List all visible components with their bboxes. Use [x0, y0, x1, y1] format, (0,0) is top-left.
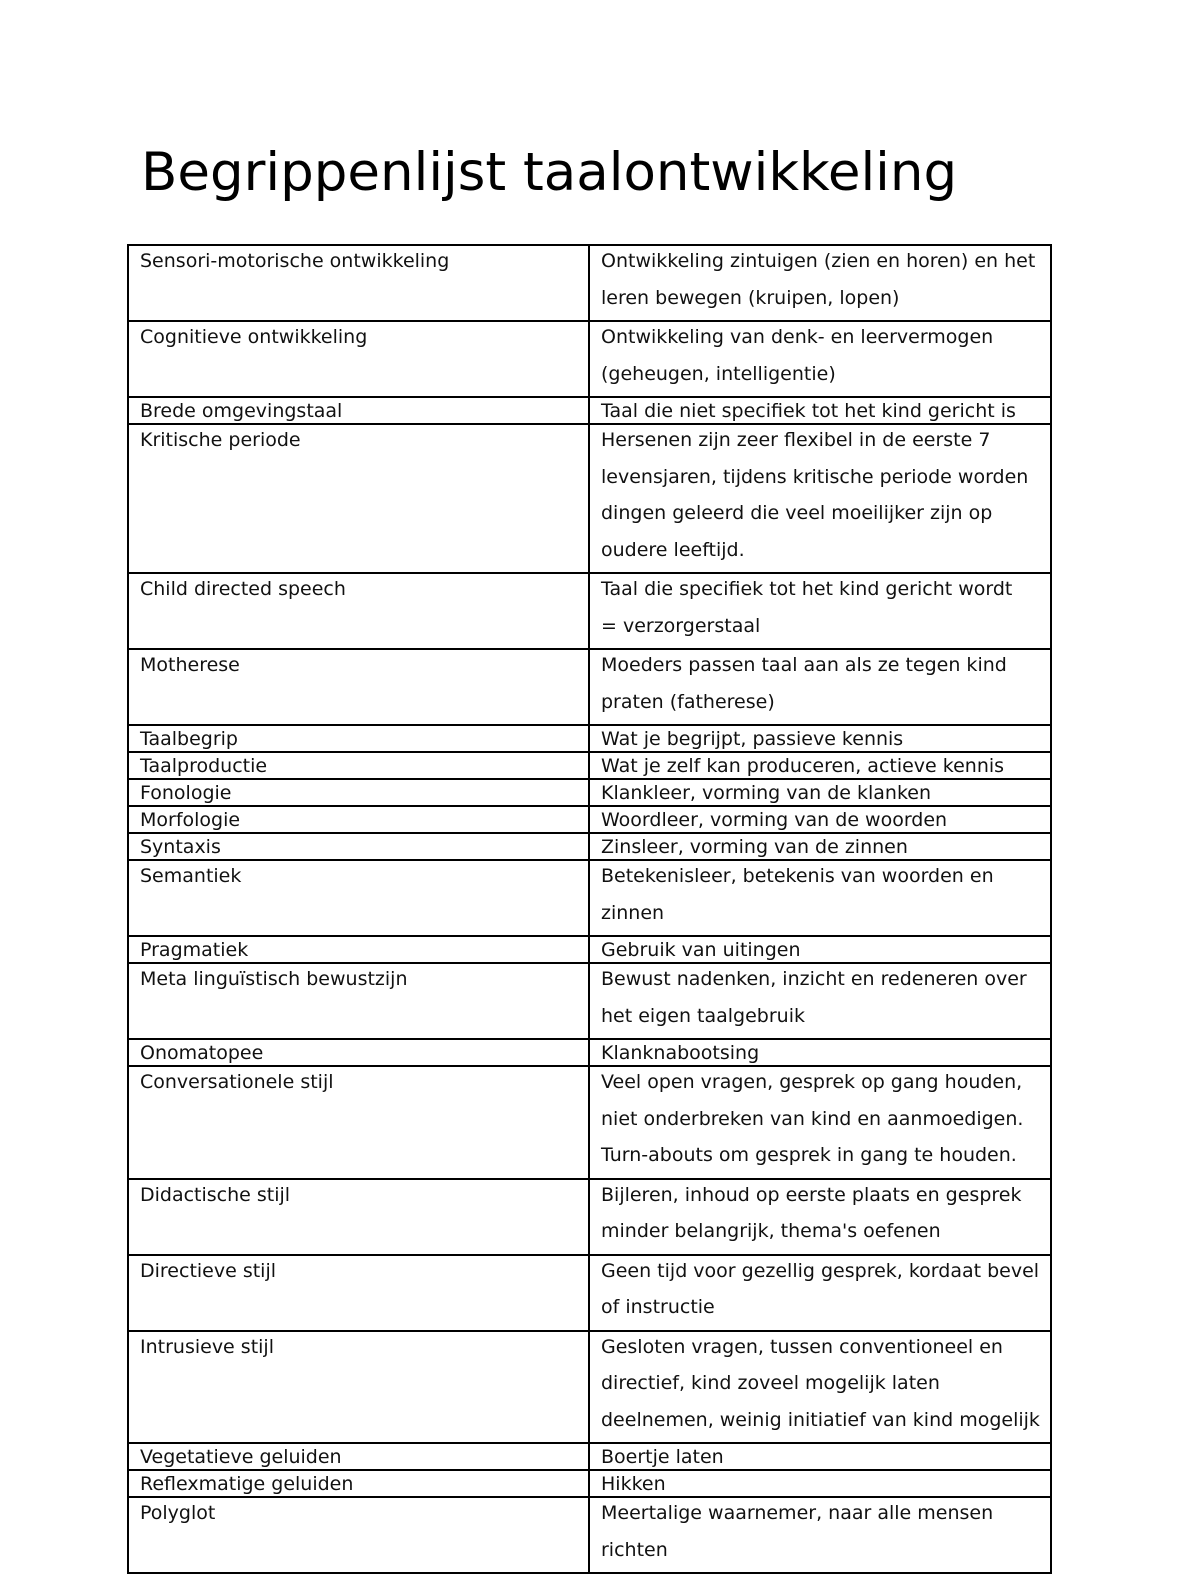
term-cell: [128, 321, 589, 397]
term-cell: [128, 1066, 589, 1179]
term-cell: [128, 1470, 589, 1497]
term-cell: [128, 725, 589, 752]
term-cell: [128, 1255, 589, 1331]
term-cell: [128, 245, 589, 321]
term-cell: [128, 397, 589, 424]
term-text: Brede omgevingstaal: [140, 400, 343, 422]
definition-text-line: Moeders passen taal aan als ze tegen kind: [601, 654, 1007, 676]
term-cell: [128, 779, 589, 806]
definition-text-line: Ontwikkeling van denk- en leervermogen: [601, 326, 994, 348]
definition-text-line: deelnemen, weinig initiatief van kind mogelijk: [601, 1408, 1040, 1431]
definition-text-line: Wat je begrijpt, passieve kennis: [601, 728, 904, 750]
definition-text-line: het eigen taalgebruik: [601, 1004, 805, 1027]
definition-text-line: Meertalige waarnemer, naar alle mensen: [601, 1502, 994, 1524]
definition-text-line: richten: [601, 1538, 668, 1561]
table-row: [128, 1039, 1051, 1066]
definition-cell: [589, 1443, 1051, 1470]
definition-text-line: Boertje laten: [601, 1446, 724, 1468]
definition-cell: [589, 649, 1051, 725]
term-text: Didactische stijl: [140, 1183, 291, 1206]
table-row: [128, 397, 1051, 424]
definition-cell: [589, 321, 1051, 397]
term-cell: [128, 806, 589, 833]
definition-text-line: (geheugen, intelligentie): [601, 362, 836, 385]
table-row: [128, 833, 1051, 860]
table-row: [128, 1255, 1051, 1331]
document-title: Begrippenlijst taalontwikkeling: [141, 142, 958, 203]
definition-text-line: Taal die specifiek tot het kind gericht wordt: [601, 578, 1013, 600]
term-cell: [128, 1443, 589, 1470]
table-row: [128, 1470, 1051, 1497]
table-row: [128, 321, 1051, 397]
term-text: Semantiek: [140, 865, 242, 887]
definition-text-line: Zinsleer, vorming van de zinnen: [601, 836, 908, 858]
table-row: [128, 1331, 1051, 1444]
definition-text-line: Wat je zelf kan produceren, actieve kennis: [601, 755, 1005, 777]
term-cell: [128, 649, 589, 725]
definition-cell: [589, 424, 1051, 573]
table-row: [128, 752, 1051, 779]
definition-text-line: levensjaren, tijdens kritische periode worden: [601, 465, 1029, 488]
definition-text-line: zinnen: [601, 901, 665, 924]
term-cell: [128, 573, 589, 649]
table-row: [128, 1179, 1051, 1255]
definition-text-line: of instructie: [601, 1296, 715, 1318]
term-text: Taalbegrip: [140, 728, 238, 750]
term-text: Motherese: [140, 654, 240, 676]
term-cell: [128, 1497, 589, 1573]
definition-text-line: Hersenen zijn zeer flexibel in de eerste 7: [601, 429, 991, 451]
definition-text-line: Geen tijd voor gezellig gesprek, kordaat bevel: [601, 1259, 1040, 1282]
table-row: [128, 1066, 1051, 1179]
term-text: Kritische periode: [140, 429, 301, 451]
term-cell: [128, 1039, 589, 1066]
term-cell: [128, 424, 589, 573]
definition-text-line: Gebruik van uitingen: [601, 939, 801, 961]
definition-cell: [589, 963, 1051, 1039]
definition-text-line: Taal die niet specifiek tot het kind gericht is: [601, 400, 1016, 422]
definition-text-line: = verzorgerstaal: [601, 614, 761, 637]
term-text: Reflexmatige geluiden: [140, 1473, 354, 1495]
definition-cell: [589, 936, 1051, 963]
term-cell: [128, 833, 589, 860]
definition-cell: [589, 779, 1051, 806]
table-row: [128, 649, 1051, 725]
glossary-table-body: [128, 245, 1051, 1573]
definition-text-line: Ontwikkeling zintuigen (zien en horen) en het: [601, 250, 1036, 272]
table-row: [128, 860, 1051, 936]
term-text: Intrusieve stijl: [140, 1335, 274, 1358]
definition-text-line: Gesloten vragen, tussen conventioneel en: [601, 1335, 1003, 1358]
table-row: [128, 573, 1051, 649]
definition-text-line: niet onderbreken van kind en aanmoedigen.: [601, 1107, 1024, 1130]
definition-text-line: dingen geleerd die veel moeilijker zijn op: [601, 502, 993, 524]
term-text: Meta linguïstisch bewustzijn: [140, 968, 408, 990]
term-text: Vegetatieve geluiden: [140, 1446, 342, 1468]
definition-text-line: Bewust nadenken, inzicht en redeneren over: [601, 968, 1027, 990]
table-row: [128, 779, 1051, 806]
definition-text-line: directief, kind zoveel mogelijk laten: [601, 1372, 940, 1394]
table-row: [128, 806, 1051, 833]
definition-text-line: leren bewegen (kruipen, lopen): [601, 286, 900, 309]
definition-cell: [589, 752, 1051, 779]
term-text: Syntaxis: [140, 836, 221, 858]
term-text: Polyglot: [140, 1502, 216, 1524]
table-row: [128, 1497, 1051, 1573]
table-row: [128, 1443, 1051, 1470]
definition-cell: [589, 1331, 1051, 1444]
table-row: [128, 245, 1051, 321]
term-cell: [128, 1331, 589, 1444]
definition-cell: [589, 1470, 1051, 1497]
term-text: Child directed speech: [140, 578, 346, 600]
table-row: [128, 963, 1051, 1039]
definition-text-line: praten (fatherese): [601, 690, 775, 713]
definition-text-line: Veel open vragen, gesprek op gang houden,: [601, 1071, 1023, 1093]
definition-cell: [589, 1179, 1051, 1255]
definition-cell: [589, 245, 1051, 321]
definition-text-line: Woordleer, vorming van de woorden: [601, 809, 948, 831]
definition-cell: [589, 573, 1051, 649]
definition-cell: [589, 1039, 1051, 1066]
term-cell: [128, 1179, 589, 1255]
glossary-table: [127, 244, 1052, 1574]
definition-text-line: Hikken: [601, 1473, 666, 1495]
table-row: [128, 936, 1051, 963]
term-text: Conversationele stijl: [140, 1071, 334, 1093]
term-cell: [128, 936, 589, 963]
definition-cell: [589, 1255, 1051, 1331]
definition-cell: [589, 1497, 1051, 1573]
term-text: Cognitieve ontwikkeling: [140, 326, 368, 348]
table-row: [128, 725, 1051, 752]
term-cell: [128, 860, 589, 936]
definition-text-line: Klanknabootsing: [601, 1042, 760, 1064]
term-cell: [128, 963, 589, 1039]
definition-cell: [589, 1066, 1051, 1179]
term-text: Taalproductie: [140, 755, 268, 777]
definition-text-line: Turn-abouts om gesprek in gang te houden.: [601, 1144, 1017, 1166]
term-text: Pragmatiek: [140, 939, 249, 961]
definition-text-line: Bijleren, inhoud op eerste plaats en gesprek: [601, 1183, 1022, 1206]
table-row: [128, 424, 1051, 573]
term-text: Fonologie: [140, 782, 232, 804]
term-text: Sensori-motorische ontwikkeling: [140, 250, 450, 272]
definition-cell: [589, 397, 1051, 424]
definition-text-line: Betekenisleer, betekenis van woorden en: [601, 865, 994, 887]
term-cell: [128, 752, 589, 779]
definition-cell: [589, 806, 1051, 833]
definition-text-line: minder belangrijk, thema's oefenen: [601, 1220, 941, 1242]
term-text: Morfologie: [140, 809, 241, 831]
definition-cell: [589, 833, 1051, 860]
definition-cell: [589, 725, 1051, 752]
term-text: Onomatopee: [140, 1042, 264, 1064]
definition-text-line: Klankleer, vorming van de klanken: [601, 782, 932, 804]
term-text: Directieve stijl: [140, 1259, 277, 1282]
definition-text-line: oudere leeftijd.: [601, 538, 745, 561]
definition-cell: [589, 860, 1051, 936]
